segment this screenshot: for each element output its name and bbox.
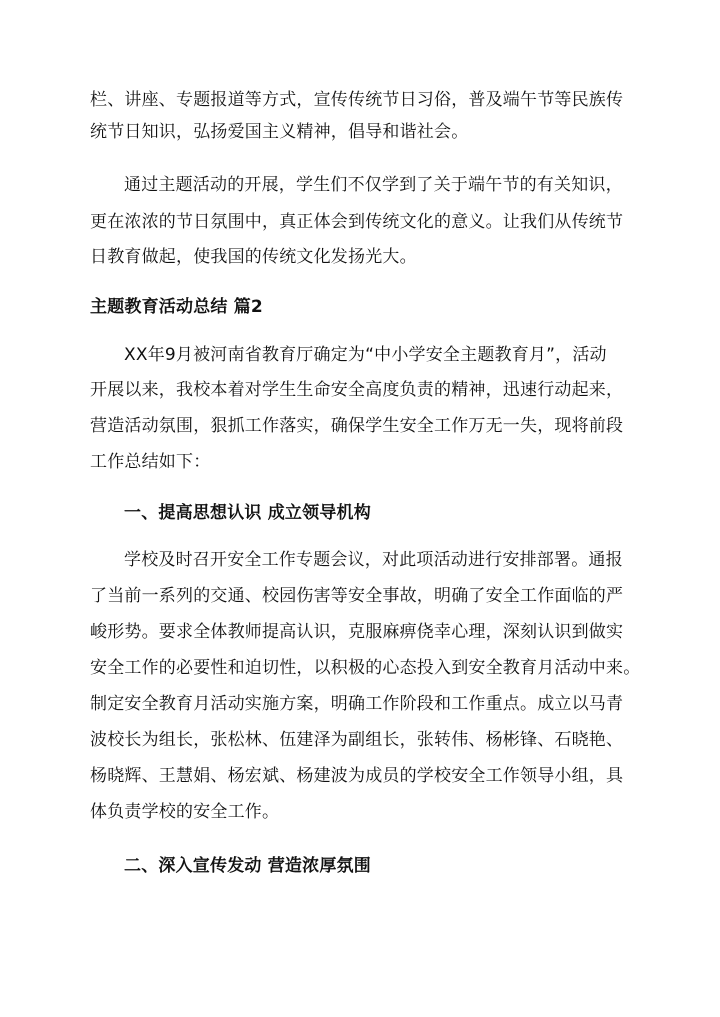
paragraph-3-line-1: XX年9月被河南省教育厅确定为“中小学安全主题教育月”，活动: [124, 345, 607, 365]
paragraph-2-line-1: 通过主题活动的开展，学生们不仅学到了关于端午节的有关知识，: [124, 175, 623, 195]
paragraph-1-line-1: 栏、讲座、专题报道等方式，宣传传统节日习俗，普及端午节等民族传: [90, 90, 624, 110]
paragraph-4-line-4: 安全工作的必要性和迫切性，以积极的心态投入到安全教育月活动中来。: [90, 658, 641, 678]
paragraph-2-line-2: 更在浓浓的节日氛围中，真正体会到传统文化的意义。让我们从传统节: [90, 212, 624, 232]
paragraph-4-line-5: 制定安全教育月活动实施方案，明确工作阶段和工作重点。成立以马青: [90, 694, 624, 714]
paragraph-3-line-3: 营造活动氛围，狠抓工作落实，确保学生安全工作万无一失，现将前段: [90, 416, 624, 436]
paragraph-4-line-3: 峻形势。要求全体教师提高认识，克服麻痹侥幸心理，深刻认识到做实: [90, 622, 624, 642]
section-title: 主题教育活动总结 篇2: [90, 297, 263, 317]
paragraph-2-line-3: 日教育做起，使我国的传统文化发扬光大。: [90, 247, 417, 267]
heading-2: 二、深入宣传发动 营造浓厚氛围: [124, 856, 371, 876]
paragraph-3-line-2: 开展以来，我校本着对学生生命安全高度负责的精神，迅速行动起来，: [90, 380, 624, 400]
paragraph-1-line-2: 统节日知识，弘扬爱国主义精神，倡导和谐社会。: [90, 122, 469, 142]
heading-1: 一、提高思想认识 成立领导机构: [124, 503, 371, 523]
paragraph-4-line-7: 杨晓辉、王慧娟、杨宏斌、杨建波为成员的学校安全工作领导小组，具: [90, 766, 624, 786]
paragraph-4-line-6: 波校长为组长，张松林、伍建泽为副组长，张转伟、杨彬锋、石晓艳、: [90, 730, 624, 750]
paragraph-4-line-2: 了当前一系列的交通、校园伤害等安全事故，明确了安全工作面临的严: [90, 586, 624, 606]
paragraph-4-line-8: 体负责学校的安全工作。: [90, 802, 280, 822]
paragraph-4-line-1: 学校及时召开安全工作专题会议，对此项活动进行安排部署。通报: [124, 550, 623, 570]
paragraph-3-line-4: 工作总结如下：: [90, 452, 211, 472]
